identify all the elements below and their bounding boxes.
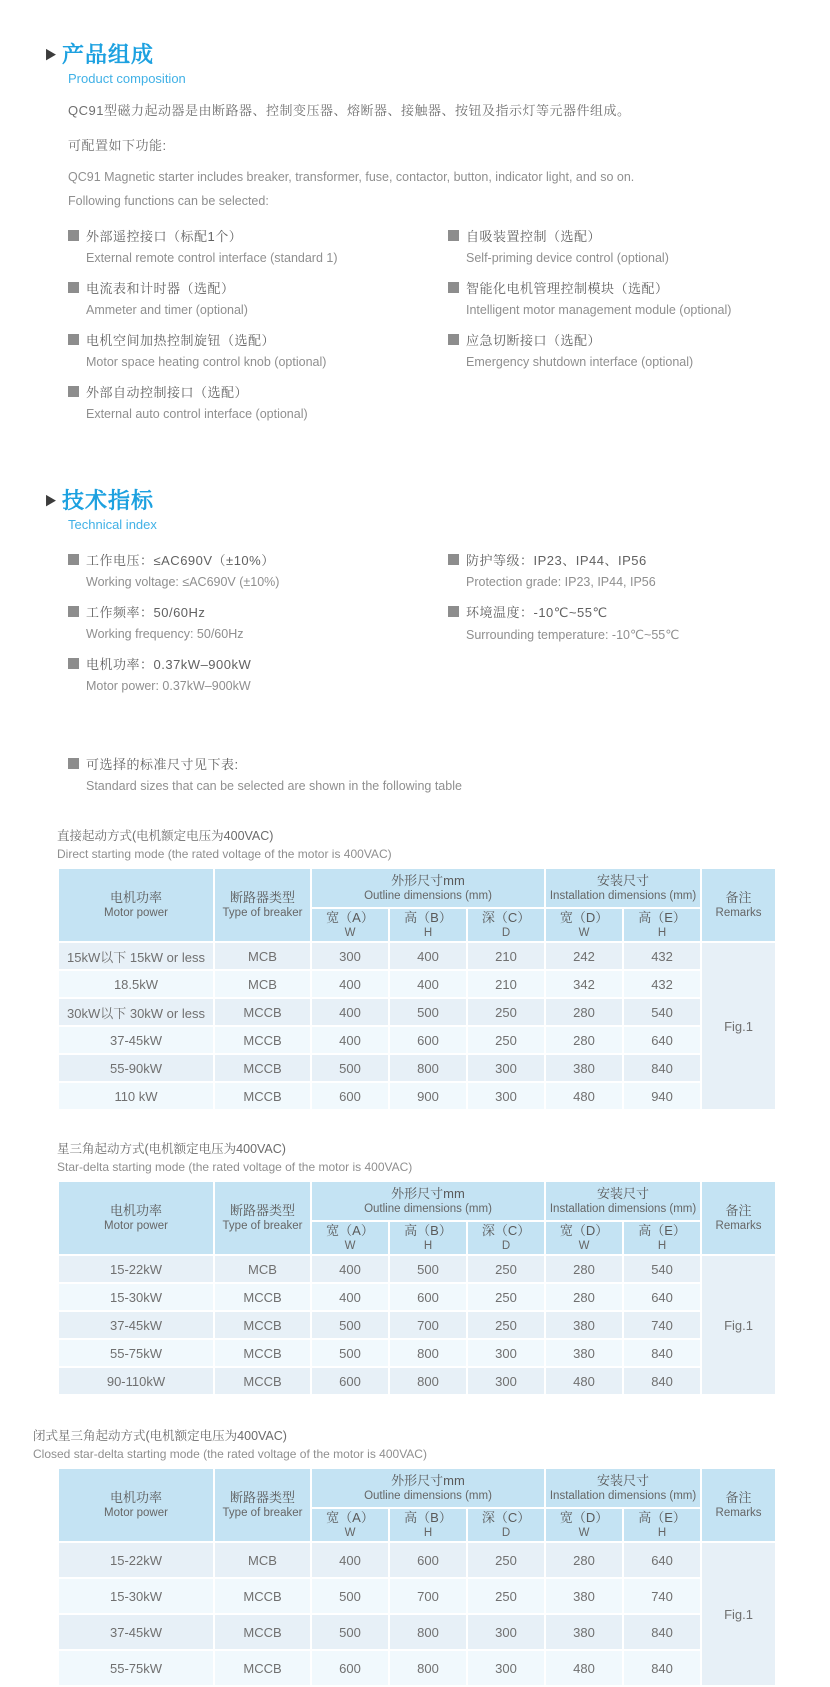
table-cell: 37-45kW <box>58 1614 214 1650</box>
col-breaker-type: 断路器类型 Type of breaker <box>214 1181 311 1255</box>
spec-label-en: Protection grade: IP23, IP44, IP56 <box>466 575 656 589</box>
table-cell: MCCB <box>214 1367 311 1395</box>
feature-label-zh: 电流表和计时器（选配） <box>86 281 235 296</box>
table-cell: 15-30kW <box>58 1578 214 1614</box>
table-title-zh: 直接起动方式(电机额定电压为400VAC) <box>57 829 274 843</box>
table-row <box>58 998 776 1026</box>
table-cell: 432 <box>623 942 701 970</box>
feature-label-en: Intelligent motor management module (optional) <box>466 303 732 317</box>
table-cell: MCCB <box>214 1054 311 1082</box>
spec-label-en: Working voltage: ≤AC690V (±10%) <box>86 575 280 589</box>
table-cell: 250 <box>467 998 545 1026</box>
table-cell: 55-75kW <box>58 1339 214 1367</box>
table-cell: 15-30kW <box>58 1283 214 1311</box>
spec-item <box>68 654 448 693</box>
table-cell: 380 <box>545 1054 623 1082</box>
col-remarks: 备注 Remarks <box>701 868 776 942</box>
feature-item <box>68 382 448 421</box>
table-cell: 300 <box>467 1650 545 1686</box>
col-dimension: 宽（D） W <box>545 908 623 942</box>
table-cell: 800 <box>389 1054 467 1082</box>
table-body <box>58 1542 776 1686</box>
table-row <box>58 1026 776 1054</box>
note-label-en: Standard sizes that can be selected are shown in the following table <box>86 779 462 793</box>
col-dimension: 深（C） D <box>467 908 545 942</box>
table-cell: 600 <box>311 1367 389 1395</box>
desc-en-line2: Following functions can be selected: <box>68 194 269 208</box>
table-cell: 15kW以下 15kW or less <box>58 942 214 970</box>
table-cell: 480 <box>545 1367 623 1395</box>
table-cell: 15-22kW <box>58 1542 214 1578</box>
square-bullet-icon <box>68 758 79 769</box>
table-block-star-delta <box>57 1139 830 1396</box>
table-cell: 250 <box>467 1283 545 1311</box>
table-cell: 500 <box>389 1255 467 1283</box>
col-dimension: 高（B） H <box>389 1508 467 1542</box>
table-cell: 600 <box>389 1542 467 1578</box>
feature-label-zh: 外部自动控制接口（选配） <box>86 385 249 400</box>
feature-column-left <box>68 226 448 434</box>
table-cell: 37-45kW <box>58 1026 214 1054</box>
triangle-marker-icon: ▶ <box>46 490 56 508</box>
table-cell: 640 <box>623 1542 701 1578</box>
spec-label-en: Working frequency: 50/60Hz <box>86 627 244 641</box>
table-cell: 540 <box>623 998 701 1026</box>
table-row <box>58 1367 776 1395</box>
table-title-zh: 星三角起动方式(电机额定电压为400VAC) <box>57 1142 286 1156</box>
col-dimension: 宽（A） W <box>311 1508 389 1542</box>
table-cell: MCCB <box>214 998 311 1026</box>
table-cell: 400 <box>311 1026 389 1054</box>
triangle-marker-icon: ▶ <box>46 44 56 62</box>
feature-label-en: Self-priming device control (optional) <box>466 251 669 265</box>
col-breaker-type: 断路器类型 Type of breaker <box>214 1468 311 1542</box>
table-cell: 600 <box>389 1026 467 1054</box>
table-row <box>58 942 776 970</box>
table-row <box>58 970 776 998</box>
spec-columns <box>68 550 830 706</box>
table-cell: 55-90kW <box>58 1054 214 1082</box>
spec-label-zh: 工作电压：≤AC690V（±10%） <box>86 553 275 568</box>
spec-item <box>68 550 448 589</box>
square-bullet-icon <box>68 282 79 293</box>
table-cell: 250 <box>467 1255 545 1283</box>
table-cell: 640 <box>623 1026 701 1054</box>
table-cell: 500 <box>311 1311 389 1339</box>
table-cell: MCB <box>214 942 311 970</box>
feature-label-zh: 应急切断接口（选配） <box>466 333 602 348</box>
table-cell: 600 <box>311 1650 389 1686</box>
table-cell: 210 <box>467 970 545 998</box>
col-outline-dimensions: 外形尺寸mm Outline dimensions (mm) <box>311 868 545 908</box>
table-title-en: Direct starting mode (the rated voltage of the motor is 400VAC) <box>57 847 392 861</box>
col-dimension: 宽（A） W <box>311 908 389 942</box>
table-cell: 840 <box>623 1650 701 1686</box>
table-header <box>58 868 776 942</box>
table-cell: 540 <box>623 1255 701 1283</box>
square-bullet-icon <box>68 334 79 345</box>
col-breaker-type: 断路器类型 Type of breaker <box>214 868 311 942</box>
square-bullet-icon <box>68 554 79 565</box>
desc-en-line1: QC91 Magnetic starter includes breaker, transformer, fuse, contactor, button, indicator light, and so on. <box>68 170 635 184</box>
table-cell: 432 <box>623 970 701 998</box>
table-cell: 600 <box>389 1283 467 1311</box>
table-body <box>58 1255 776 1395</box>
spec-label-zh: 工作频率：50/60Hz <box>86 605 206 620</box>
col-dimension: 宽（A） W <box>311 1221 389 1255</box>
table-cell: MCB <box>214 1542 311 1578</box>
spec-column-right <box>448 550 788 706</box>
product-description <box>68 100 830 208</box>
table-cell: 400 <box>389 942 467 970</box>
table-header <box>58 1181 776 1255</box>
table-cell: 18.5kW <box>58 970 214 998</box>
col-dimension: 高（E） H <box>623 1221 701 1255</box>
table-row <box>58 1614 776 1650</box>
table-cell: 250 <box>467 1311 545 1339</box>
note-label-zh: 可选择的标准尺寸见下表: <box>86 757 239 772</box>
table-cell: 940 <box>623 1082 701 1110</box>
table-row <box>58 1082 776 1110</box>
table-cell: 55-75kW <box>58 1650 214 1686</box>
feature-label-zh: 自吸装置控制（选配） <box>466 229 602 244</box>
table-cell: 700 <box>389 1311 467 1339</box>
square-bullet-icon <box>68 606 79 617</box>
table-cell: 300 <box>467 1082 545 1110</box>
feature-columns <box>68 226 830 434</box>
table-cell: 480 <box>545 1650 623 1686</box>
table-cell: 600 <box>311 1082 389 1110</box>
section-title-en: Technical index <box>68 517 157 532</box>
spec-item <box>448 602 788 642</box>
spec-label-zh: 防护等级：IP23、IP44、IP56 <box>466 553 647 568</box>
table-cell: 210 <box>467 942 545 970</box>
remark-cell: Fig.1 <box>701 1255 776 1395</box>
section-heading <box>46 484 830 515</box>
table-cell: 380 <box>545 1578 623 1614</box>
table-cell: 400 <box>311 1542 389 1578</box>
table-cell: 640 <box>623 1283 701 1311</box>
square-bullet-icon <box>68 386 79 397</box>
feature-item <box>448 330 788 369</box>
table-cell: 900 <box>389 1082 467 1110</box>
col-dimension: 高（B） H <box>389 908 467 942</box>
spec-label-zh: 环境温度：-10℃~55℃ <box>466 605 608 620</box>
table-cell: 342 <box>545 970 623 998</box>
table-cell: MCCB <box>214 1082 311 1110</box>
spec-item <box>68 602 448 641</box>
section-title-en: Product composition <box>68 71 186 86</box>
sizes-note <box>68 754 830 806</box>
table-cell: MCCB <box>214 1311 311 1339</box>
remark-cell: Fig.1 <box>701 1542 776 1686</box>
section-technical-index <box>0 484 830 806</box>
table-cell: 740 <box>623 1311 701 1339</box>
dimensions-table-direct <box>57 867 777 1111</box>
table-cell: 480 <box>545 1082 623 1110</box>
col-dimension: 高（E） H <box>623 1508 701 1542</box>
table-cell: 800 <box>389 1339 467 1367</box>
feature-label-en: External auto control interface (optional) <box>86 407 308 421</box>
square-bullet-icon <box>68 230 79 241</box>
col-dimension: 深（C） D <box>467 1221 545 1255</box>
table-cell: MCB <box>214 1255 311 1283</box>
col-outline-dimensions: 外形尺寸mm Outline dimensions (mm) <box>311 1181 545 1221</box>
table-row <box>58 1311 776 1339</box>
table-cell: 840 <box>623 1367 701 1395</box>
col-motor-power: 电机功率 Motor power <box>58 1468 214 1542</box>
table-row <box>58 1650 776 1686</box>
table-cell: 400 <box>311 1283 389 1311</box>
table-block-closed-star-delta <box>33 1426 830 1687</box>
table-cell: 280 <box>545 1542 623 1578</box>
square-bullet-icon <box>448 230 459 241</box>
table-cell: 840 <box>623 1614 701 1650</box>
table-cell: 840 <box>623 1054 701 1082</box>
section-title-zh: 技术指标 <box>62 488 155 513</box>
feature-label-zh: 外部遥控接口（标配1个） <box>86 229 243 244</box>
table-title-zh: 闭式星三角起动方式(电机额定电压为400VAC) <box>33 1429 287 1443</box>
table-cell: 700 <box>389 1578 467 1614</box>
spec-label-en: Motor power: 0.37kW–900kW <box>86 679 251 693</box>
table-cell: 800 <box>389 1650 467 1686</box>
table-cell: 400 <box>389 970 467 998</box>
table-cell: 380 <box>545 1614 623 1650</box>
col-dimension: 高（E） H <box>623 908 701 942</box>
table-cell: 400 <box>311 970 389 998</box>
table-cell: 500 <box>311 1578 389 1614</box>
feature-label-en: Emergency shutdown interface (optional) <box>466 355 694 369</box>
table-cell: 500 <box>311 1339 389 1367</box>
table-cell: 500 <box>311 1054 389 1082</box>
table-cell: 250 <box>467 1542 545 1578</box>
table-cell: MCCB <box>214 1339 311 1367</box>
table-body <box>58 942 776 1110</box>
table-cell: 37-45kW <box>58 1311 214 1339</box>
col-outline-dimensions: 外形尺寸mm Outline dimensions (mm) <box>311 1468 545 1508</box>
square-bullet-icon <box>448 334 459 345</box>
feature-column-right <box>448 226 788 434</box>
desc-zh-line1: QC91型磁力起动器是由断路器、控制变压器、熔断器、接触器、按钮及指示灯等元器件组成。 <box>68 103 631 118</box>
section-product-composition <box>0 38 830 434</box>
table-title-en: Closed star-delta starting mode (the rated voltage of the motor is 400VAC) <box>33 1447 427 1461</box>
remark-cell: Fig.1 <box>701 942 776 1110</box>
table-row <box>58 1339 776 1367</box>
table-cell: 242 <box>545 942 623 970</box>
feature-item <box>448 226 788 265</box>
table-cell: 800 <box>389 1367 467 1395</box>
table-cell: 300 <box>467 1614 545 1650</box>
table-cell: 250 <box>467 1578 545 1614</box>
table-row <box>58 1283 776 1311</box>
col-installation-dimensions: 安装尺寸 Installation dimensions (mm) <box>545 868 701 908</box>
dimensions-table-closed-star-delta <box>57 1467 777 1687</box>
square-bullet-icon <box>68 658 79 669</box>
feature-item <box>68 278 448 317</box>
col-dimension: 宽（D） W <box>545 1508 623 1542</box>
table-cell: MCCB <box>214 1026 311 1054</box>
table-cell: 300 <box>467 1367 545 1395</box>
col-motor-power: 电机功率 Motor power <box>58 868 214 942</box>
col-dimension: 高（B） H <box>389 1221 467 1255</box>
table-cell: 250 <box>467 1026 545 1054</box>
feature-label-zh: 智能化电机管理控制模块（选配） <box>466 281 669 296</box>
table-cell: 280 <box>545 1026 623 1054</box>
table-cell: 400 <box>311 998 389 1026</box>
table-cell: 280 <box>545 1283 623 1311</box>
table-cell: MCCB <box>214 1650 311 1686</box>
table-cell: 280 <box>545 998 623 1026</box>
table-cell: 380 <box>545 1311 623 1339</box>
col-installation-dimensions: 安装尺寸 Installation dimensions (mm) <box>545 1181 701 1221</box>
table-title-en: Star-delta starting mode (the rated voltage of the motor is 400VAC) <box>57 1160 413 1174</box>
table-cell: MCB <box>214 970 311 998</box>
table-header <box>58 1468 776 1542</box>
table-cell: 840 <box>623 1339 701 1367</box>
table-block-direct-starting <box>57 826 830 1111</box>
table-cell: 280 <box>545 1255 623 1283</box>
spec-item <box>448 550 788 589</box>
feature-label-en: Ammeter and timer (optional) <box>86 303 248 317</box>
table-row <box>58 1255 776 1283</box>
note-item <box>68 754 462 793</box>
feature-label-en: Motor space heating control knob (optional) <box>86 355 327 369</box>
table-cell: MCCB <box>214 1283 311 1311</box>
table-cell: MCCB <box>214 1614 311 1650</box>
col-installation-dimensions: 安装尺寸 Installation dimensions (mm) <box>545 1468 701 1508</box>
desc-zh-line2: 可配置如下功能: <box>68 138 167 153</box>
square-bullet-icon <box>448 606 459 617</box>
table-cell: 30kW以下 30kW or less <box>58 998 214 1026</box>
table-row <box>58 1054 776 1082</box>
table-cell: 110 kW <box>58 1082 214 1110</box>
table-cell: 400 <box>311 1255 389 1283</box>
square-bullet-icon <box>448 554 459 565</box>
feature-item <box>448 278 788 317</box>
col-remarks: 备注 Remarks <box>701 1181 776 1255</box>
feature-item <box>68 226 448 265</box>
table-cell: 740 <box>623 1578 701 1614</box>
feature-label-en: External remote control interface (standard 1) <box>86 251 338 265</box>
table-cell: 300 <box>311 942 389 970</box>
table-cell: 500 <box>311 1614 389 1650</box>
table-row <box>58 1578 776 1614</box>
dimensions-table-star-delta <box>57 1180 777 1396</box>
table-cell: 380 <box>545 1339 623 1367</box>
col-dimension: 深（C） D <box>467 1508 545 1542</box>
spec-label-en: Surrounding temperature: -10℃~55℃ <box>466 628 680 642</box>
feature-item <box>68 330 448 369</box>
spec-label-zh: 电机功率：0.37kW–900kW <box>86 657 252 672</box>
table-cell: 300 <box>467 1054 545 1082</box>
table-cell: 500 <box>389 998 467 1026</box>
table-cell: 90-110kW <box>58 1367 214 1395</box>
feature-label-zh: 电机空间加热控制旋钮（选配） <box>86 333 276 348</box>
section-heading <box>46 38 830 69</box>
section-title-zh: 产品组成 <box>62 42 155 67</box>
spec-column-left <box>68 550 448 706</box>
table-cell: 300 <box>467 1339 545 1367</box>
table-cell: 800 <box>389 1614 467 1650</box>
col-dimension: 宽（D） W <box>545 1221 623 1255</box>
table-cell: 15-22kW <box>58 1255 214 1283</box>
table-row <box>58 1542 776 1578</box>
col-remarks: 备注 Remarks <box>701 1468 776 1542</box>
col-motor-power: 电机功率 Motor power <box>58 1181 214 1255</box>
table-cell: MCCB <box>214 1578 311 1614</box>
square-bullet-icon <box>448 282 459 293</box>
